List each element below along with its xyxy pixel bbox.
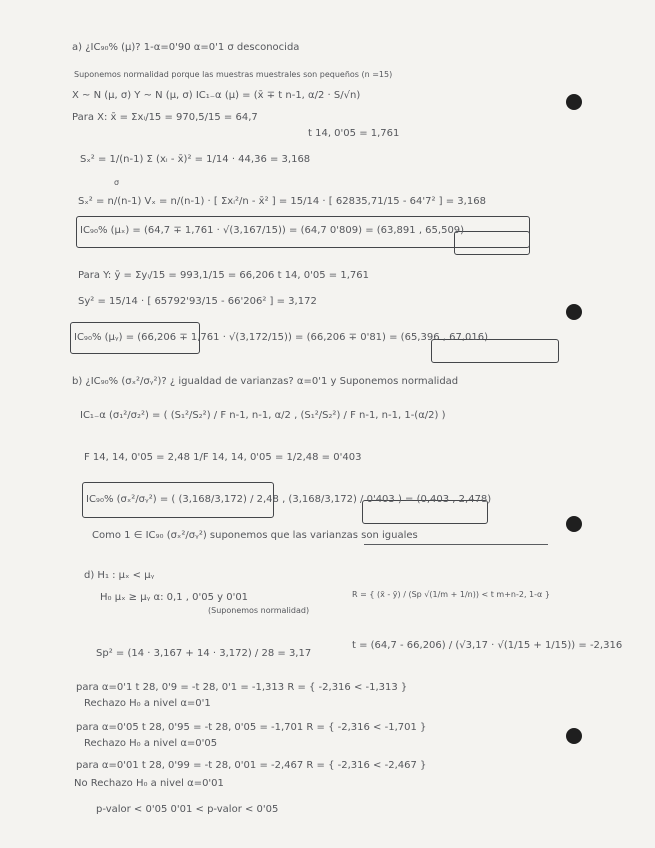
note-line: IC₁₋α (σ₁²/σ₂²) = ( (S₁²/S₂²) / F n-1, n-1, α/2 , (S₁²/S₂²) / F n-1, n-1, 1-(α/2) ) (80, 410, 446, 421)
note-line: Sₓ² = 1/(n-1) Σ (xᵢ - x̄)² = 1/14 · 44,36 = 3,168 (80, 154, 311, 165)
note-line: R = { (x̄ - ȳ) / (Sp √(1/m + 1/n)) < t m+n-2, 1-α } (352, 590, 550, 599)
note-line: IC₉₀% (μₓ) = (64,7 ∓ 1,761 · √(3,167/15)) = (64,7 0'809) = (63,891 , 65,509) (80, 225, 465, 236)
note-line: Rechazo H₀ a nivel α=0'1 (84, 698, 211, 709)
note-line: para α=0'1 t 28, 0'9 = -t 28, 0'1 = -1,313 R = { -2,316 < -1,313 } (76, 682, 408, 693)
answer-box (454, 231, 530, 255)
note-line: para α=0'01 t 28, 0'99 = -t 28, 0'01 = -2,467 R = { -2,316 < -2,467 } (76, 760, 427, 771)
note-line: Suponemos normalidad porque las muestras muestrales son pequeños (n =15) (74, 70, 393, 79)
note-line: No Rechazo H₀ a nivel α=0'01 (74, 778, 224, 789)
note-line: IC₉₀% (σₓ²/σᵧ²) = ( (3,168/3,172) / 2,48 , (3,168/3,172) / 0'403 ) = (0,403 , 2,478) (86, 494, 492, 505)
note-line: a) ¿IC₉₀% (μ)? 1-α=0'90 α=0'1 σ desconocida (72, 42, 300, 53)
note-line: Como 1 ∈ IC₉₀ (σₓ²/σᵧ²) suponemos que las varianzas son iguales (92, 530, 418, 541)
underline (364, 544, 548, 545)
note-line: F 14, 14, 0'05 = 2,48 1/F 14, 14, 0'05 = 1/2,48 = 0'403 (84, 452, 362, 463)
note-line: Sₓ² = n/(n-1) Vₓ = n/(n-1) · [ Σxᵢ²/n - x̄² ] = 15/14 · [ 62835,71/15 - 64'7² ] = 3,168 (78, 196, 486, 207)
note-line: b) ¿IC₉₀% (σₓ²/σᵧ²)? ¿ igualdad de varianzas? α=0'1 y Suponemos normalidad (72, 376, 459, 387)
note-line: d) H₁ : μₓ < μᵧ (84, 570, 155, 581)
note-line: Para Y: ȳ = Σyᵢ/15 = 993,1/15 = 66,206 t 14, 0'05 = 1,761 (78, 270, 369, 281)
note-line: X ~ N (μ, σ) Y ~ N (μ, σ) IC₁₋α (μ) = (x̄ ∓ t n-1, α/2 · S/√n) (72, 90, 361, 101)
punch-hole (566, 94, 582, 110)
note-line: para α=0'05 t 28, 0'95 = -t 28, 0'05 = -1,701 R = { -2,316 < -1,701 } (76, 722, 427, 733)
note-line: H₀ μₓ ≥ μᵧ α: 0,1 , 0'05 y 0'01 (100, 592, 249, 603)
note-line: Sp² = (14 · 3,167 + 14 · 3,172) / 28 = 3,17 (96, 648, 312, 659)
note-line: Rechazo H₀ a nivel α=0'05 (84, 738, 218, 749)
punch-hole (566, 516, 582, 532)
note-line: (Suponemos normalidad) (208, 606, 310, 615)
note-line: σ (114, 178, 120, 187)
note-line: IC₉₀% (μᵧ) = (66,206 ∓ 1,761 · √(3,172/15)) = (66,206 ∓ 0'81) = (65,396 , 67,016) (74, 332, 489, 343)
note-line: t = (64,7 - 66,206) / (√3,17 · √(1/15 + 1/15)) = -2,316 (352, 640, 623, 651)
note-line: p-valor < 0'05 0'01 < p-valor < 0'05 (96, 804, 279, 815)
note-line: t 14, 0'05 = 1,761 (308, 128, 400, 139)
note-line: Para X: x̄ = Σxᵢ/15 = 970,5/15 = 64,7 (72, 112, 258, 123)
punch-hole (566, 304, 582, 320)
note-line: Sy² = 15/14 · [ 65792'93/15 - 66'206² ] = 3,172 (78, 296, 317, 307)
punch-hole (566, 728, 582, 744)
